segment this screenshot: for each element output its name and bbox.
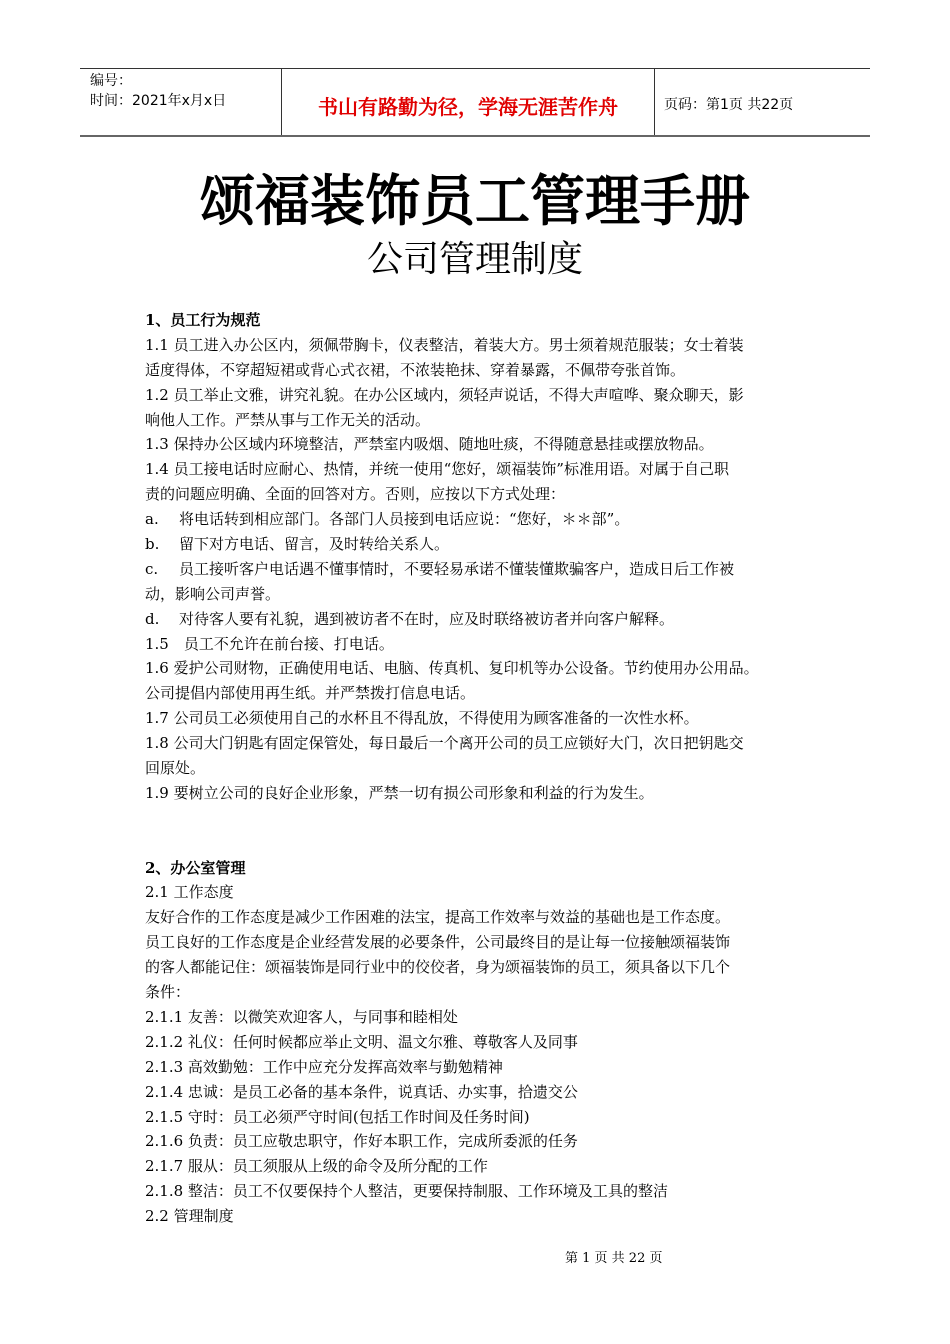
section-heading: 1、员工行为规范 xyxy=(145,311,261,329)
paragraph-line: 1.4 员工接电话时应耐心、热情，并统一使用“您好，颂福装饰”标准用语。对属于自己职 xyxy=(145,460,729,479)
paragraph-line: 2.2 管理制度 xyxy=(145,1207,234,1226)
document-number-label: 编号： xyxy=(90,73,132,89)
list-item xyxy=(145,532,825,557)
header-meta xyxy=(90,71,226,111)
paragraph-line: 员工良好的工作态度是企业经营发展的必要条件，公司最终目的是让每一位接触颂福装饰 xyxy=(145,933,731,952)
paragraph-line: 响他人工作。严禁从事与工作无关的活动。 xyxy=(145,410,431,429)
paragraph-line: 2.1.8 整洁：员工不仅要保持个人整洁，更要保持制服、工作环境及工具的整洁 xyxy=(145,1182,668,1201)
paragraph-line: 条件： xyxy=(145,983,191,1002)
blank-line xyxy=(145,831,825,856)
paragraph-line: 2.1.5 守时：员工必须严守时间(包括工作时间及任务时间) xyxy=(145,1107,530,1126)
document-header-table xyxy=(80,68,870,137)
document-date-label: 时间：2021年x月x日 xyxy=(90,93,227,109)
document-subtitle: 公司管理制度 xyxy=(366,239,583,280)
document-body xyxy=(145,308,825,1229)
paragraph-line: 2.1.1 友善：以微笑欢迎客人，与同事和睦相处 xyxy=(145,1007,458,1026)
list-text: 员工接听客户电话遇不懂事情时，不要轻易承诺不懂装懂欺骗客户，造成日后工作被 xyxy=(179,559,735,578)
paragraph-line: 1.7 公司员工必须使用自己的水杯且不得乱放，不得使用为顾客准备的一次性水杯。 xyxy=(145,709,699,728)
paragraph-line: 公司提倡内部使用再生纸。并严禁拨打信息电话。 xyxy=(145,684,476,703)
paragraph-line: 2.1 工作态度 xyxy=(145,883,234,902)
divider xyxy=(654,69,655,135)
list-text: 对待客人要有礼貌，遇到被访者不在时，应及时联络被访者并向客户解释。 xyxy=(179,609,675,628)
paragraph-line: 2.1.4 忠诚：是员工必备的基本条件，说真话、办实事，拾遗交公 xyxy=(145,1082,578,1101)
paragraph-line: 1.3 保持办公区域内环境整洁，严禁室内吸烟、随地吐痰，不得随意悬挂或摆放物品。 xyxy=(145,435,714,454)
list-text: 将电话转到相应部门。各部门人员接到电话应说：“您好，＊＊部”。 xyxy=(179,510,630,529)
document-title: 颂福装饰员工管理手册 xyxy=(199,169,750,233)
paragraph-line: 1.1 员工进入办公区内，须佩带胸卡，仪表整洁，着装大方。男士须着规范服装；女士着装 xyxy=(145,335,744,354)
paragraph-line: 2.1.2 礼仪：任何时候都应举止文明、温文尔雅、尊敬客人及同事 xyxy=(145,1032,578,1051)
paragraph-line: 2.1.3 高效勤勉：工作中应充分发挥高效率与勤勉精神 xyxy=(145,1057,503,1076)
page-footer: 第 1 页 共 22 页 xyxy=(565,1251,663,1266)
list-item xyxy=(145,507,825,532)
paragraph-line: 1.6 爱护公司财物，正确使用电话、电脑、传真机、复印机等办公设备。节约使用办公用品。 xyxy=(145,659,759,678)
list-item xyxy=(145,607,825,632)
blank-line xyxy=(145,806,825,831)
list-marker: c. xyxy=(145,559,159,578)
paragraph-line: 1.2 员工举止文雅，讲究礼貌。在办公区域内，须轻声说话，不得大声喧哗、聚众聊天，影 xyxy=(145,385,744,404)
paragraph-line: 的客人都能记住：颂福装饰是同行业中的佼佼者，身为颂福装饰的员工，须具备以下几个 xyxy=(145,958,731,977)
paragraph-line: 1.5 员工不允许在前台接、打电话。 xyxy=(145,634,394,653)
paragraph-line: 2.1.6 负责：员工应敬忠职守，作好本职工作，完成所委派的任务 xyxy=(145,1132,578,1151)
header-page-info: 页码：第1页 共22页 xyxy=(664,97,794,113)
paragraph-line: 1.8 公司大门钥匙有固定保管处，每日最后一个离开公司的员工应锁好大门，次日把钥匙交 xyxy=(145,734,744,753)
header-motto: 书山有路勤为径，学海无涯苦作舟 xyxy=(318,95,618,119)
section-heading: 2、办公室管理 xyxy=(145,858,246,877)
list-marker: b. xyxy=(145,535,160,554)
list-item-continuation: 动，影响公司声誉。 xyxy=(145,584,281,603)
paragraph-line: 2.1.7 服从：员工须服从上级的命令及所分配的工作 xyxy=(145,1157,488,1176)
paragraph-line: 责的问题应明确、全面的回答对方。否则，应按以下方式处理： xyxy=(145,485,566,504)
list-text: 留下对方电话、留言，及时转给关系人。 xyxy=(179,535,450,554)
paragraph-line: 适度得体，不穿超短裙或背心式衣裙，不浓装艳抹、穿着暴露，不佩带夸张首饰。 xyxy=(145,360,686,379)
paragraph-line: 回原处。 xyxy=(145,759,206,778)
paragraph-line: 友好合作的工作态度是减少工作困难的法宝，提高工作效率与效益的基础也是工作态度。 xyxy=(145,908,731,927)
list-marker: d. xyxy=(145,609,160,628)
list-item xyxy=(145,557,825,582)
list-marker: a. xyxy=(145,510,159,529)
paragraph-line: 1.9 要树立公司的良好企业形象，严禁一切有损公司形象和利益的行为发生。 xyxy=(145,783,654,802)
